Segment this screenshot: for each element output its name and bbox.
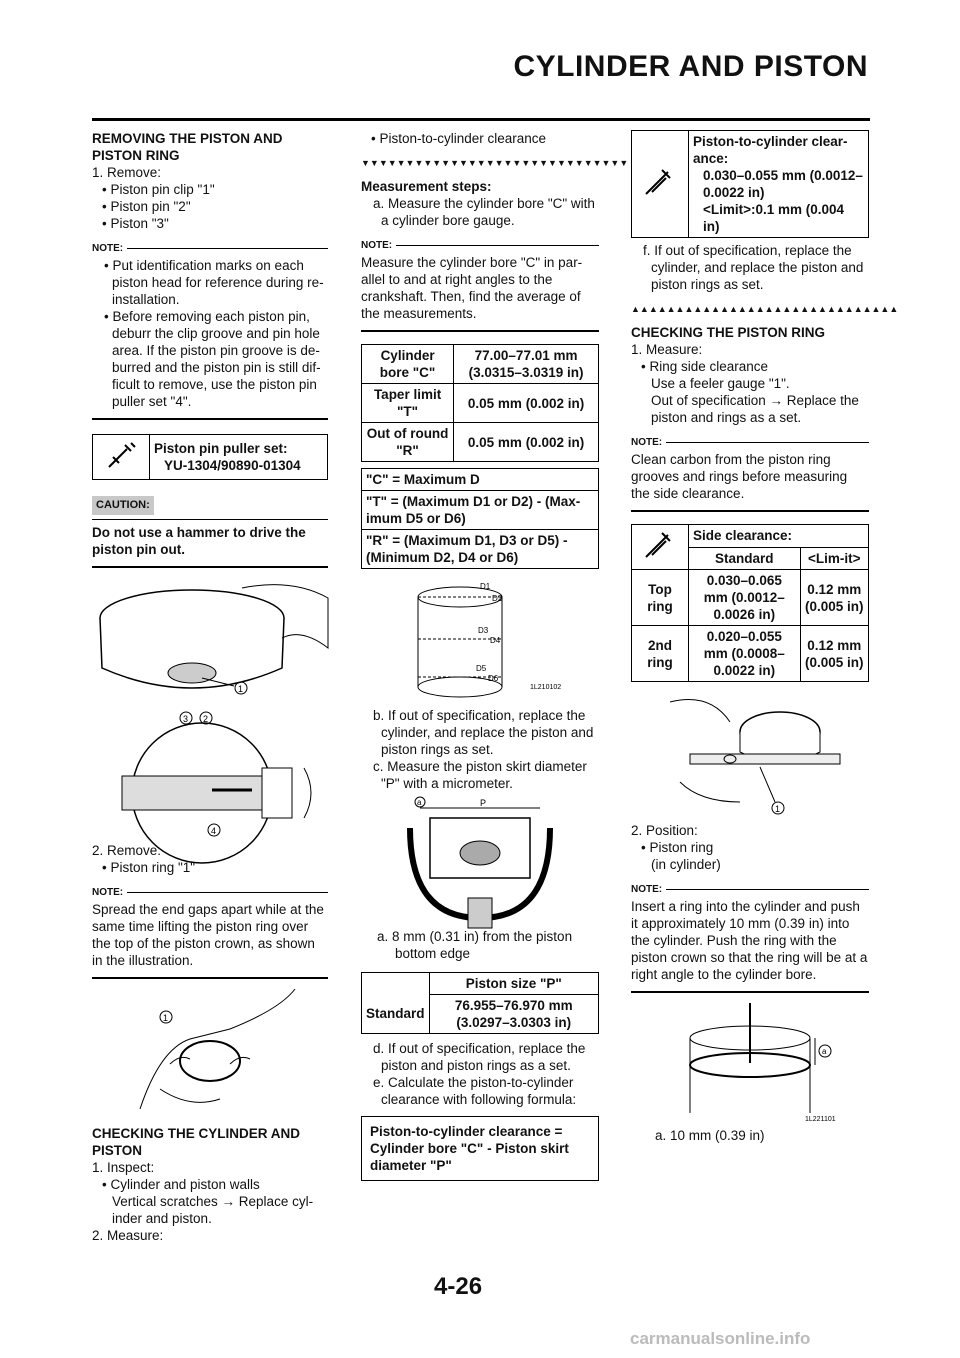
step-inspect: 1. Inspect: [92,1160,155,1175]
formula-c: "C" = Maximum D [362,469,599,491]
side-title: Side clearance: [689,525,869,548]
label-d6: D6 [488,674,499,683]
clearance-formula [361,1116,599,1181]
ring-in-cylinder-illustration [650,1003,850,1123]
divider [631,510,869,512]
formula-t: "T" = (Maximum D1 or D2) - (Max-imum D5 or D6) [362,491,599,530]
inspect-detail: Vertical scratches → Replace cyl-inder and piston. [112,1194,314,1226]
step-c: c. Measure the piston skirt diameter "P" with a micrometer. [373,759,587,791]
table-header: Piston size "P" [429,973,598,995]
label-1: 1 [238,684,244,694]
label-a: a [417,798,422,807]
cylinder-spec-table [361,344,599,462]
column-left [92,130,328,1244]
step-e: e. Calculate the piston-to-cylinder clearance with following formula: [373,1075,577,1107]
caution-label: CAUTION: [92,496,154,515]
label-1: 1 [163,1013,169,1023]
step-position: 2. Position: [631,823,698,838]
list-item: • Piston "3" [102,216,169,231]
note-text: • Put identification marks on each piston head for reference during re-installation. [104,258,324,307]
label-d5: D5 [476,664,487,673]
page-number: 4-26 [434,1273,483,1300]
spec-value: 0.05 mm (0.002 in) [454,384,599,423]
step-f: f. If out of specification, replace the cylinder, and replace the piston and piston rings as set. [643,243,864,292]
row-label: 2nd ring [632,626,689,682]
col-standard: Standard [689,547,801,570]
tool-number: YU-1304/90890-01304 [164,458,301,473]
caliper-icon [632,525,689,570]
spec-value: 0.05 mm (0.002 in) [454,423,599,462]
row-standard: 0.030–0.065 mm (0.0012–0.0026 in) [689,570,801,626]
row-limit: 0.12 mm (0.005 in) [800,570,868,626]
caliper-icon [632,131,689,238]
step-b: b. If out of specification, replace the cylinder, and replace the piston and piston rings as set. [373,708,594,757]
steps-start-marker: ▼▼▼▼▼▼▼▼▼▼▼▼▼▼▼▼▼▼▼▼▼▼▼▼▼▼▼▼▼▼ [361,158,629,168]
label-d1: D1 [480,582,491,591]
piston-removal-illustration [92,578,328,838]
watermark: carmanualsonline.info [630,1329,811,1348]
clearance-spec-box [631,130,869,238]
label-4: 4 [211,826,217,836]
position-detail: (in cylinder) [651,857,721,872]
note-text: • Before removing each piston pin, deburr the clip groove and pin hole area. If the piston pin groove is de-burred and the piston pin is still dif-ficult to remove, use the piston pin puller set "4". [104,309,321,409]
spec-label: Out of round "R" [362,423,454,462]
label-3: 3 [183,714,189,724]
spec-title: Piston-to-cylinder clear-ance: [693,134,848,166]
note-text: Insert a ring into the cylinder and push it approximately 10 mm (0.39 in) into the cylinder. Push the ring with the piston crown so that the ring will be at a right angle to the cylinder bore. [631,899,868,982]
step-d: d. If out of specification, replace the piston and piston rings as a set. [373,1041,586,1073]
note-label: NOTE: [631,434,869,451]
formula-table [361,468,599,569]
tool-name: Piston pin puller set: [154,441,288,456]
spec-value: 0.030–0.055 mm (0.0012–0.0022 in) [703,168,863,200]
list-item: • Piston-to-cylinder clearance [371,131,547,146]
header-rule [92,118,870,121]
note-label: NOTE: [631,881,869,898]
steps-heading: Measurement steps: [361,179,492,194]
spec-label: Taper limit "T" [362,384,454,423]
measure-detail: Use a feeler gauge "1". [651,376,790,391]
label-d2: D2 [492,594,503,603]
formula-r: "R" = (Maximum D1, D3 or D5) - (Minimum D2, D4 or D6) [362,530,599,569]
row-standard: 0.020–0.055 mm (0.0008–0.0022 in) [689,626,801,682]
list-item: • Cylinder and piston walls [102,1177,260,1192]
micrometer-illustration [380,798,580,928]
list-item: • Piston pin "2" [102,199,191,214]
wrench-icon [93,435,150,480]
section-heading-checking: CHECKING THE CYLINDER AND PISTON [92,1126,301,1158]
step-measure: 2. Measure: [92,1228,164,1243]
list-item: • Piston ring [641,840,714,855]
page-title: CYLINDER AND PISTON [513,50,868,83]
column-right [631,130,899,1144]
piston-size-table [361,972,599,1034]
formula-text: Piston-to-cylinder clearance = Cylinder bore "C" - Piston skirt diameter "P" [362,1117,599,1181]
label-p: P [480,798,487,808]
cylinder-bore-diagram [380,577,580,707]
list-item: • Piston ring "1" [102,860,196,875]
spec-label: Cylinder bore "C" [362,345,454,384]
note-text: Clean carbon from the piston ring grooves and rings before measuring the side clearance. [631,452,848,501]
measure-detail: Out of specification → Replace the piston and rings as a set. [651,393,859,425]
steps-end-marker: ▲▲▲▲▲▲▲▲▲▲▲▲▲▲▲▲▲▲▲▲▲▲▲▲▲▲▲▲▲▲ [631,304,899,314]
label-d3: D3 [478,626,489,635]
row-label: Standard [362,995,430,1034]
list-item: • Ring side clearance [641,359,769,374]
note-a: a. 8 mm (0.31 in) from the piston bottom edge [377,929,573,961]
label-2: 2 [203,714,209,724]
note-text: Spread the end gaps apart while at the same time lifting the piston ring over the top of the piston crown, as shown in the illustration. [92,902,324,968]
divider [92,418,328,420]
piston-ring-illustration [120,989,300,1119]
tool-box [92,434,328,480]
row-value: 76.955–76.970 mm (3.0297–3.0303 in) [429,995,598,1034]
row-limit: 0.12 mm (0.005 in) [800,626,868,682]
figure-code: 1L221101 [805,1116,836,1123]
row-label: Top ring [632,570,689,626]
note-label: NOTE: [361,237,599,254]
divider [631,991,869,993]
divider [92,566,328,568]
note-label: NOTE: [92,884,328,901]
list-item: • Piston pin clip "1" [102,182,215,197]
step-remove: 1. Remove: [92,165,162,180]
section-heading-ring: CHECKING THE PISTON RING [631,325,826,340]
figure-code: 1L210102 [530,684,562,691]
spec-value: 77.00–77.01 mm (3.0315–3.0319 in) [454,345,599,384]
label-d4: D4 [490,636,501,645]
side-clearance-table [631,524,869,682]
label-1: 1 [775,804,781,814]
divider [92,977,328,979]
spec-limit: <Limit>:0.1 mm (0.004 in) [703,202,845,234]
note-text: Measure the cylinder bore "C" in par-allel to and at right angles to the crankshaft. Then, find the average of the measurements. [361,255,583,321]
column-middle [361,130,629,1181]
step-a: a. Measure the cylinder bore "C" with a cylinder bore gauge. [373,196,595,228]
col-limit: <Lim-it> [800,547,868,570]
section-heading-removing: REMOVING THE PISTON AND PISTON RING [92,131,283,163]
step-measure: 1. Measure: [631,342,703,357]
note-label: NOTE: [92,240,328,257]
divider [361,330,599,332]
feeler-gauge-illustration [650,692,850,822]
step-remove-2: 2. Remove: [92,843,162,858]
note-a: a. 10 mm (0.39 in) [655,1128,765,1143]
caution-text: Do not use a hammer to drive the piston pin out. [92,525,306,557]
label-a: a [822,1047,827,1056]
